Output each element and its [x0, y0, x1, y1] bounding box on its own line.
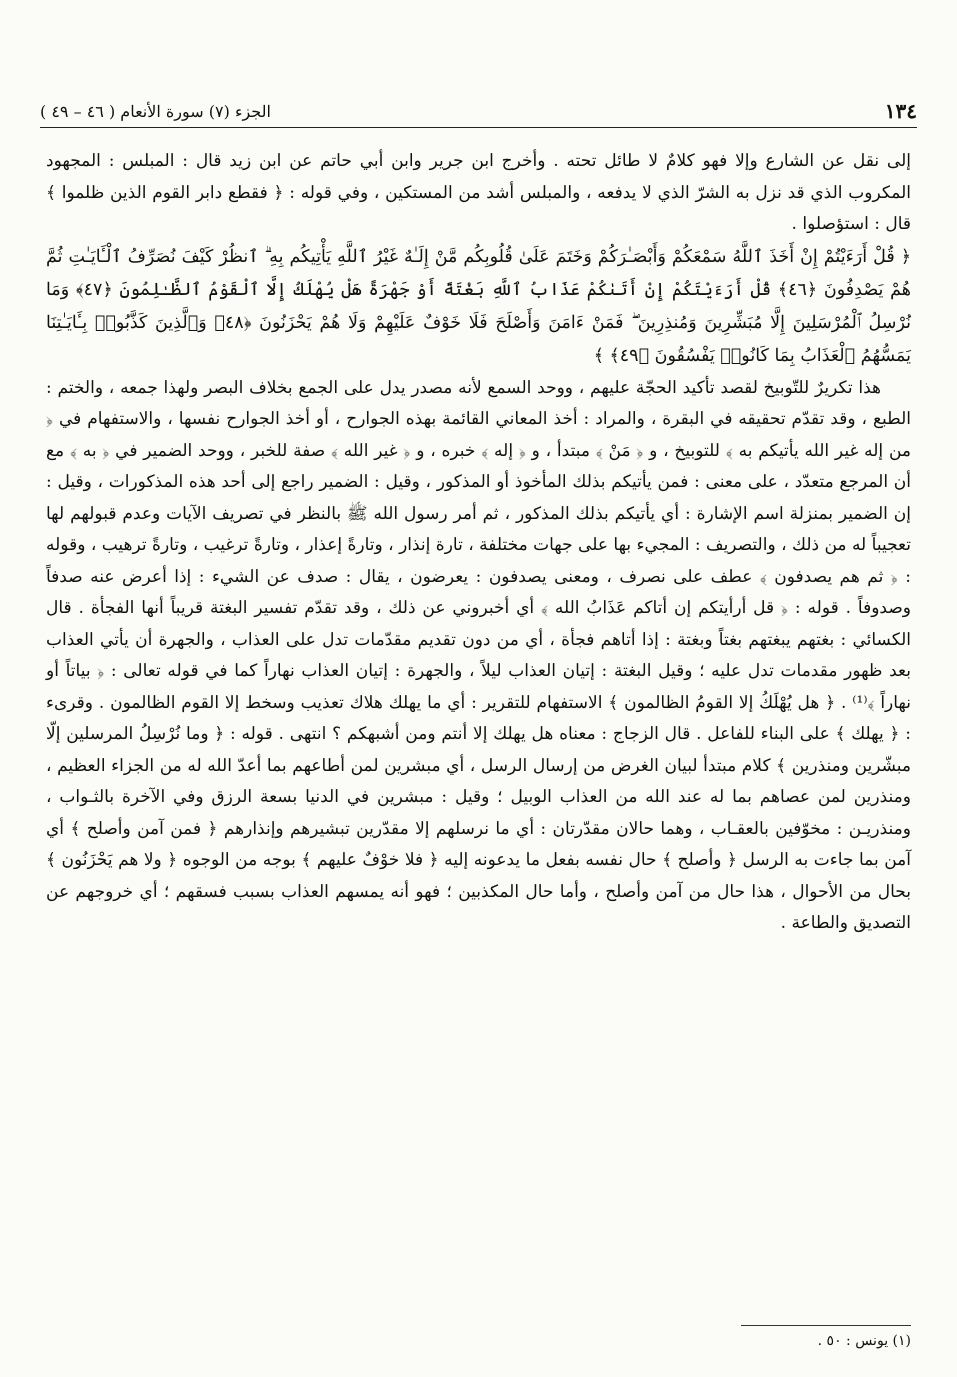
header-rule: [40, 127, 917, 128]
page-body: [46, 146, 911, 940]
paragraph-intro: إلى نقل عن الشارع وإلا فهو كلامٌ لا طائل تحته . وأخرج ابن جرير وابن أبي حاتم عن ابن زيد قال : المبلس : المجهود المكروب الذي قد نزل به الشرّ الذي لا يدفعه ، والمبلس أشد من المستكين ، وفي قوله : ﴿ فقطع دابر القوم الذين ظلموا ﴾ قال : استؤصلوا .: [46, 151, 911, 234]
running-head: الجزء (٧) سورة الأنعام ( ٤٦ – ٤٩ ): [40, 101, 271, 121]
page-number: ١٣٤: [884, 99, 917, 123]
footnote-separator: [741, 1325, 911, 1326]
footnote: (١) يونس : ٥٠ .: [817, 1333, 911, 1349]
page-header: [40, 94, 917, 128]
quran-verses-block: ﴿ قُلْ أَرَءَيْتُمْ إِنْ أَخَذَ ٱللَّهُ سَمْعَكُمْ وَأَبْصَـٰرَكُمْ وَخَتَمَ عَلَىٰ قُلُوبِكُم مَّنْ إِلَـٰهٌ غَيْرُ ٱللَّهِ يَأْتِيكُم بِهِ ۗ ٱنظُرْ كَيْفَ نُصَرِّفُ ٱلْـَٔايَـٰتِ ثُمَّ هُمْ يَصْدِفُونَ ﴿٤٦﴾ قُلْ أَرَءَيْتَكُمْ إِنْ أَتَىٰكُمْ عَذَابُ ٱللَّهِ بَغْتَةً أَوْ جَهْرَةً هَلْ يُهْلَكُ إِلَّا ٱلْقَوْمُ ٱلظَّـٰلِمُونَ ﴿٤٧﴾ وَمَا نُرْسِلُ ٱلْمُرْسَلِينَ إِلَّا مُبَشِّرِينَ وَمُنذِرِينَ ۖ فَمَنْ ءَامَنَ وَأَصْلَحَ فَلَا خَوْفٌ عَلَيْهِمْ وَلَا هُمْ يَحْزَنُونَ ﴿٤٨﴾ وَٱلَّذِينَ كَذَّبُوا۟ بِـَٔايَـٰتِنَا يَمَسُّهُمُ ٱلْعَذَابُ بِمَا كَانُوا۟ يَفْسُقُونَ ﴿٤٩﴾ ﴾: [46, 246, 911, 366]
paragraph-commentary: هذا تكريرٌ للتّوبيخ لقصد تأكيد الحجّة عليهم ، ووحد السمع لأنه مصدر يدل على الجمع بخلاف البصر ولهذا جمعه ، والختم : الطبع ، وقد تقدّم تحقيقه في البقرة ، والمراد : أخذ المعاني القائمة بهذه الجوارح ، أو أخذ الجوارح نفسها ، والاستفهام في ﴿ من إله غير الله يأتيكم به ﴾ للتوبيخ ، و ﴿ مَنْ ﴾ مبتدأ ، و ﴿ إله ﴾ خبره ، و ﴿ غير الله ﴾ صفة للخبر ، ووحد الضمير في ﴿ به ﴾ مع أن المرجع متعدّد ، على معنى : فمن يأتيكم بذلك المأخوذ أو المذكور ، وقيل : الضمير راجع إلى أحد هذه المذكورات ، وقيل : إن الضمير بمنزلة اسم الإشارة : أي يأتيكم بذلك المذكور ، ثم أمر رسول الله ﷺ بالنظر في تصريف الآيات وعدم قبولهم لها تعجيباً له من ذلك ، والتصريف : المجيء بها على جهات مختلفة ، تارة إنذار ، وتارةً إعذار ، وتارةً ترغيب ، وتارةً ترهيب ، وقوله : ﴿ ثم هم يصدفون ﴾ عطف على نصرف ، ومعنى يصدفون : يعرضون ، يقال : صدف عن الشيء : إذا أعرض عنه صدفاً وصدوفاً . قوله : ﴿ قل أرأيتكم إن أتاكم عَذَابُ الله ﴾ أي أخبروني عن ذلك ، وقد تقدّم تفسير البغتة قريباً أنها الفجأة . قال الكسائي : بغتهم يبغتهم بغتاً وبغتة : إذا أتاهم فجأة ، أي من دون تقديم مقدّمات تدل على العذاب ، والجهرة أن يأتي العذاب بعد ظهور مقدمات تدل عليه ؛ وقيل البغتة : إتيان العذاب ليلاً ، والجهرة : إتيان العذاب نهاراً كما في قوله تعالى : ﴿ بياتاً أو نهاراً ﴾⁽¹⁾ . ﴿ هل يُهْلَكُ إلا القومُ الظالمون ﴾ الاستفهام للتقرير : أي ما يهلك هلاك تعذيب وسخط إلا القوم الظالمون . وقرىء : ﴿ يهلك ﴾ على البناء للفاعل . قال الزجاج : معناه هل يهلك إلا أنتم ومن أشبهكم ؟ انتهى . قوله : ﴿ وما نُرْسِلُ المرسلين إلّا مبشّرين ومنذرين ﴾ كلام مبتدأ لبيان الغرض من إرسال الرسل ، أي مبشرين لمن أطاعهم بما أعدّ الله له من الجزاء العظيم ، ومنذرين لمن عصاهم بما له عند الله من العذاب الوبيل ؛ وقيل : مبشرين في الدنيا بسعة الرزق وفي الآخرة بالثـواب ، ومنذريـن : مخوّفين بالعقـاب ، وهما حالان مقدّرتان : أي ما نرسلهم إلا مقدّرين تبشيرهم وإنذارهم ﴿ فمن آمن وأصلح ﴾ أي آمن بما جاءت به الرسل ﴿ وأصلح ﴾ حال نفسه بفعل ما يدعونه إليه ﴿ فلا خوْفٌ عليهم ﴾ بوجه من الوجوه ﴿ ولا هم يَحْزَنُون ﴾ بحال من الأحوال ، هذا حال من آمن وأصلح ، وأما حال المكذبين ؛ فهو أنه يمسهم العذاب بسبب فسقهم ؛ أي خروجهم عن التصديق والطاعة .: [46, 377, 912, 933]
